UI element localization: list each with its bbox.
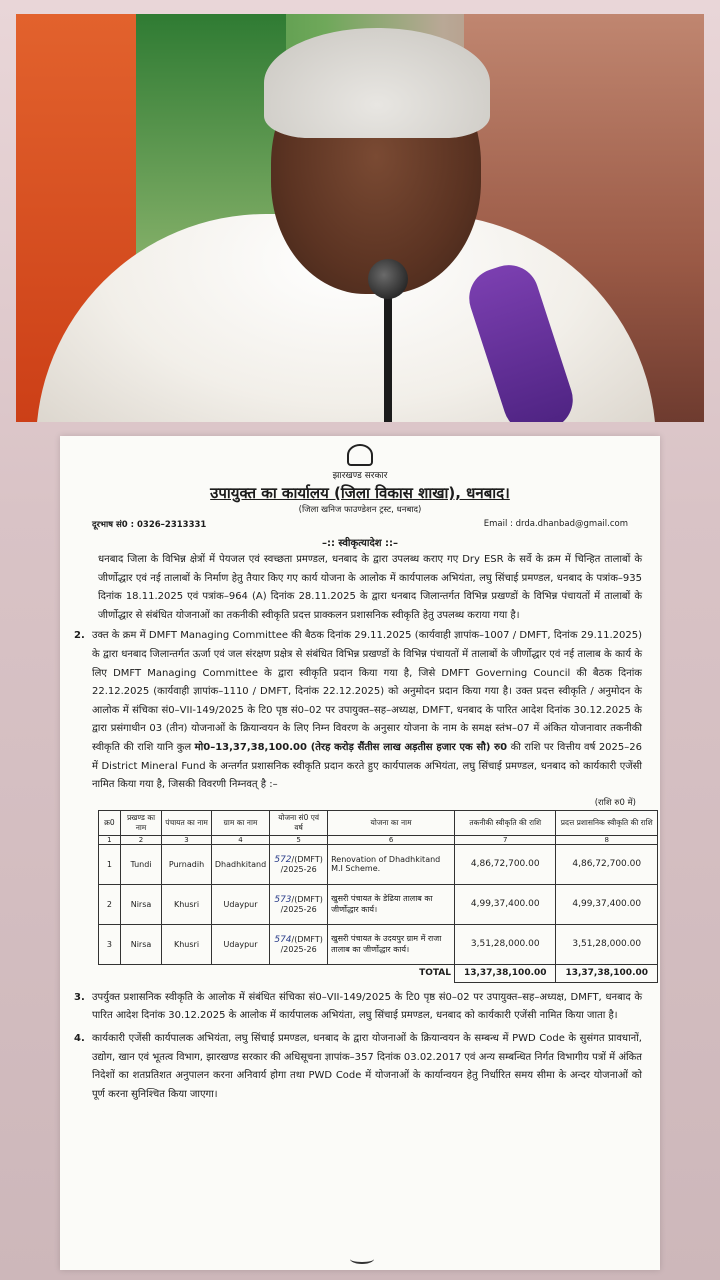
paragraph-2-text-a: उक्त के क्रम में DMFT Managing Committee की बैठक दिनांक 29.11.2025 (कार्यवाही ज्ञापांक–1007 / DMFT, दिनांक 29.11.2025) के द्वारा धनबाद जिलान्तर्गत ऊर्जा एवं जल संरक्षण प्रक्षेत्र से संबंधित विभिन्न प्रखण्डों के विभिन्न पंचायतों में तालाबों के जीर्णोद्धार एवं नई तालाब के कार्य के लिए DMFT Managing Committee के द्वारा स्वीकृति प्रदान किया गया है, जिसे DMFT Governing Council की बैठक दिनांक 22.12.2025 (कार्यवाही ज्ञापांक–1110 / DMFT, दिनांक 22.12.2025) को अनुमोदन प्रदान किया गया है। उक्त प्रदत्त स्वीकृति / अनुमोदन के आलोक में संचिका सं0–VII-149/2025 के टि0 पृष्ठ सं0–02 पर उपायुक्त–सह–अध्यक्ष, DMFT, धनबाद के पारित आदेश दिनांक 30.12.2025 के द्वारा प्रसंगाधीन 03 (तीन) योजनाओं के क्रियान्वयन के लिए निम्न विवरण के अनुसार योजना के नाम के समक्ष स्तंभ–07 में अंकित योजनावार तकनीकी स्वीकृति की राशि यानि कुल <box>92 630 642 753</box>
cell-technical-amount: 4,99,37,400.00 <box>455 884 556 924</box>
total-label: TOTAL <box>99 964 455 982</box>
scheme-year: /2025-26 <box>280 944 317 954</box>
col-num: 5 <box>270 835 328 844</box>
cell-scheme-no <box>270 884 328 924</box>
cell-admin-amount: 4,86,72,700.00 <box>556 844 658 884</box>
total-admin-amount: 13,37,38,100.00 <box>556 964 658 982</box>
column-number-row <box>99 835 658 844</box>
paragraph-2 <box>74 627 642 794</box>
scheme-suffix: /(DMFT) <box>291 854 323 864</box>
col-num: 7 <box>455 835 556 844</box>
government-name: झारखण्ड सरकार <box>332 471 388 481</box>
office-title: उपायुक्त का कार्यालय (जिला विकास शाखा), धनबाद। <box>210 484 510 502</box>
header-scheme-no: योजना सं0 एवं वर्ष <box>270 810 328 835</box>
col-num: 8 <box>556 835 658 844</box>
contact-line <box>74 519 646 530</box>
speaker-photo <box>16 14 704 422</box>
signature-mark <box>350 1254 374 1264</box>
paragraph-4 <box>74 1030 642 1104</box>
office-subtitle: (जिला खनिज फाउण्डेशन ट्रस्ट, धनबाद) <box>298 505 422 515</box>
scheme-suffix: /(DMFT) <box>291 934 323 944</box>
cell-scheme-name: Renovation of Dhadhkitand M.I Scheme. <box>328 844 455 884</box>
cell-village: Dhadhkitand <box>211 844 269 884</box>
paragraph-4-number: 4. <box>74 1032 85 1044</box>
speaker-grey-hair <box>264 28 490 138</box>
header-sl: क्र0 <box>99 810 121 835</box>
scheme-suffix: /(DMFT) <box>291 894 323 904</box>
header-admin-amount: प्रदत्त प्रशासनिक स्वीकृति की राशि <box>556 810 658 835</box>
order-heading: –:: स्वीकृत्यादेश ::– <box>321 538 399 549</box>
table-row <box>99 884 658 924</box>
cell-technical-amount: 3,51,28,000.00 <box>455 924 556 964</box>
cell-scheme-no <box>270 924 328 964</box>
col-num: 6 <box>328 835 455 844</box>
cell-panchayat: Khusri <box>162 884 212 924</box>
cell-sl: 3 <box>99 924 121 964</box>
cell-sl: 1 <box>99 844 121 884</box>
cell-block: Nirsa <box>120 924 161 964</box>
header-village: ग्राम का नाम <box>211 810 269 835</box>
cell-technical-amount: 4,86,72,700.00 <box>455 844 556 884</box>
paragraph-2-text-b: की राशि पर वित्तीय वर्ष 2025–26 में District Mineral Fund के अन्तर्गत प्रशासनिक स्वीकृति प्रदान करते हुए कार्यपालक अभियंता, लघु सिंचाई प्रमण्डल, धनबाद को कार्यकारी एजेंसी नामित किया गया है, जिसकी विवरणी निम्नवत् है :– <box>92 741 642 791</box>
microphone-icon <box>368 259 408 299</box>
cell-block: Tundi <box>120 844 161 884</box>
total-technical-amount: 13,37,38,100.00 <box>455 964 556 982</box>
paragraph-3-text: उपर्युक्त प्रशासनिक स्वीकृति के आलोक में संबंधित संचिका सं0–VII-149/2025 के टि0 पृष्ठ सं0–02 पर उपायुक्त–सह–अध्यक्ष, DMFT, धनबाद के पारित आदेश दिनांक 30.12.2025 के आलोक में कार्यपालक अभियंता, लघु सिंचाई प्रमण्डल, धनबाद को कार्यकारी एजेंसी नामित किया जाता है। <box>92 991 642 1022</box>
paragraph-3-number: 3. <box>74 991 85 1003</box>
paragraph-1: धनबाद जिला के विभिन्न क्षेत्रों में पेयजल एवं स्वच्छता प्रमण्डल, धनबाद के द्वारा उपलब्ध कराए गए Dry ESR के सर्वे के क्रम में चिन्हित तालाबों के जीर्णोद्धार एवं नई तालाबों के निर्माण हेतु तैयार किए गए कार्य योजना के आलोक में कार्यपालक अभियंता, लघु सिंचाई प्रमण्डल, धनबाद के पत्रांक–935 दिनांक 18.11.2025 एवं पत्रांक–964 (A) दिनांक 28.11.2025 के द्वारा धनबाद जिलान्तर्गत विभिन्न प्रखण्डों के विभिन्न पंचायतों में तालाबों के जीर्णोद्धार से संबंधित योजनाओं का तकनीकी स्वीकृति प्रदत्त प्राक्कलन प्रशासनिक स्वीकृति हेतु उपलब्ध कराया गया है। <box>98 554 642 621</box>
sanction-order-document <box>60 436 660 1270</box>
header-panchayat: पंचायत का नाम <box>162 810 212 835</box>
table-total-row <box>99 964 658 982</box>
cell-block: Nirsa <box>120 884 161 924</box>
handwritten-scheme-number: 573 <box>274 894 292 905</box>
col-num: 4 <box>211 835 269 844</box>
microphone-stand <box>384 294 392 422</box>
col-num: 3 <box>162 835 212 844</box>
col-num: 2 <box>120 835 161 844</box>
header-technical-amount: तकनीकी स्वीकृति की राशि <box>455 810 556 835</box>
table-row <box>99 924 658 964</box>
cell-scheme-name: खुसरी पंचायत के उदयपुर ग्राम में राजा तालाब का जीर्णोद्धार कार्य। <box>328 924 455 964</box>
header-scheme-name: योजना का नाम <box>328 810 455 835</box>
paragraph-2-amount: मो0–13,37,38,100.00 (तेरह करोड़ सैंतीस लाख अड़तीस हजार एक सौ) रु0 <box>194 741 508 753</box>
cell-panchayat: Purnadih <box>162 844 212 884</box>
scheme-year: /2025-26 <box>280 904 317 914</box>
paragraph-4-text: कार्यकारी एजेंसी कार्यपालक अभियंता, लघु सिंचाई प्रमण्डल, धनबाद के द्वारा योजनाओं के क्रियान्वयन के सम्बन्ध में PWD Code के सुसंगत प्रावधानों, उद्योग, खान एवं भूतत्व विभाग, झारखण्ड सरकार की अधिसूचना ज्ञापांक–357 दिनांक 03.02.2017 एवं अन्य सम्बन्धित निर्गत विभागीय पत्रों में अंकित निदेशों का शतप्रतिशत अनुपालन करना अनिवार्य होगा तथा PWD Code में योजनाओं के कार्यान्वयन हेतु निर्धारित समय सीमा के अन्दर योजनाओं को पूर्ण करना सुनिश्चित किया जाएगा। <box>92 1032 642 1100</box>
cell-scheme-name: खुसरी पंचायत के डेढिया तालाब का जीर्णोद्धार कार्य। <box>328 884 455 924</box>
cell-village: Udaypur <box>211 924 269 964</box>
cell-admin-amount: 3,51,28,000.00 <box>556 924 658 964</box>
email-address: Email : drda.dhanbad@gmail.com <box>483 519 628 529</box>
paragraph-2-number: 2. <box>74 630 85 642</box>
paragraph-3 <box>74 989 642 1026</box>
handwritten-scheme-number: 572 <box>274 854 292 865</box>
amount-unit-note: (राशि रु0 में) <box>594 797 636 808</box>
header-block: प्रखण्ड का नाम <box>120 810 161 835</box>
scheme-year: /2025-26 <box>280 864 317 874</box>
cell-scheme-no <box>270 844 328 884</box>
cell-village: Udaypur <box>211 884 269 924</box>
phone-number: दूरभाष सं0 : 0326–2313331 <box>92 520 207 530</box>
cell-sl: 2 <box>99 884 121 924</box>
handwritten-scheme-number: 574 <box>274 934 292 945</box>
cell-panchayat: Khusri <box>162 924 212 964</box>
cell-admin-amount: 4,99,37,400.00 <box>556 884 658 924</box>
scheme-table <box>98 810 658 983</box>
table-row <box>99 844 658 884</box>
table-header-row <box>99 810 658 835</box>
state-emblem-icon <box>347 444 373 466</box>
col-num: 1 <box>99 835 121 844</box>
